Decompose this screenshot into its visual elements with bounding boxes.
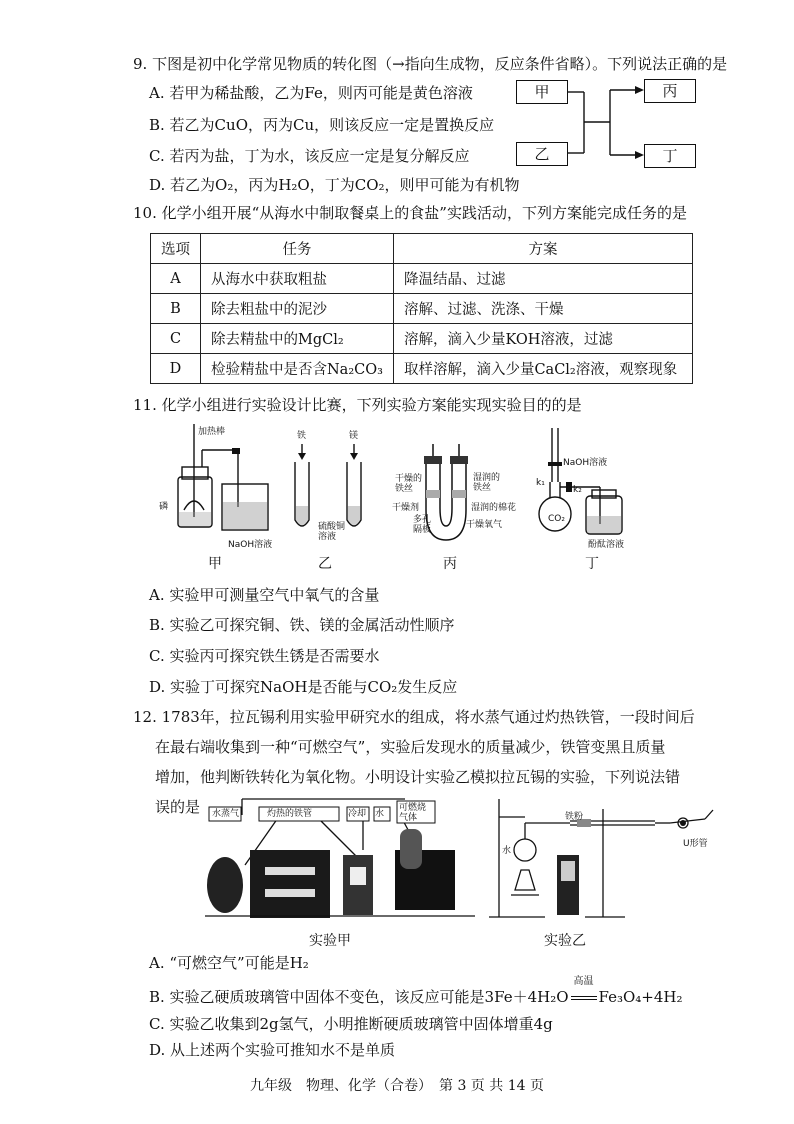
table-header-row bbox=[151, 234, 693, 264]
label-cuso4-solution: 硫酸铜溶液 bbox=[318, 522, 346, 542]
label-phosphorus: 磷 bbox=[159, 502, 169, 512]
label-water-flask: 水 bbox=[502, 846, 512, 856]
header-task: 任务 bbox=[201, 234, 394, 264]
equation-products: Fe₃O₄+4H₂ bbox=[598, 988, 683, 1006]
q12-stem-line-4: 误的是 bbox=[155, 798, 201, 816]
label-phenolphthalein: 酚酞溶液 bbox=[588, 540, 625, 550]
caption-jia: 甲 bbox=[208, 556, 222, 572]
label-wet-iron-wire: 湿润的铁丝 bbox=[473, 473, 501, 493]
label-steam: 水蒸气 bbox=[212, 809, 240, 819]
cell-plan: 取样溶解，滴入少量CaCl₂溶液，观察现象 bbox=[393, 354, 692, 384]
q9-box-yi: 乙 bbox=[516, 142, 568, 166]
q12-stem-line-3: 增加，他判断铁转化为氧化物。小明设计实验乙模拟拉瓦锡的实验，下列说法错 bbox=[155, 768, 681, 786]
caption-yi: 乙 bbox=[318, 556, 332, 572]
q9-option-a: A. 若甲为稀盐酸，乙为Fe，则丙可能是黄色溶液 bbox=[149, 84, 473, 102]
label-heating-rod: 加热棒 bbox=[198, 427, 226, 437]
table-row bbox=[151, 294, 693, 324]
label-dry-iron-wire: 干燥的铁丝 bbox=[395, 474, 423, 494]
label-hot-iron-tube: 灼热的铁管 bbox=[267, 809, 313, 819]
q10-stem: 10. 化学小组开展“从海水中制取餐桌上的食盐”实践活动，下列方案能完成任务的是 bbox=[133, 204, 687, 222]
q12-option-d: D. 从上述两个实验可推知水不是单质 bbox=[149, 1041, 396, 1059]
q9-stem: 9. 下图是初中化学常见物质的转化图（→指向生成物，反应条件省略）。下列说法正确的是 bbox=[133, 55, 728, 73]
equation-condition: 高温 bbox=[573, 976, 594, 987]
q9-box-ding: 丁 bbox=[644, 144, 696, 168]
header-option: 选项 bbox=[151, 234, 201, 264]
label-u-tube: U形管 bbox=[683, 839, 708, 849]
label-wet-cotton: 湿润的棉花 bbox=[471, 503, 517, 513]
q12-stem-line-1: 12. 1783年，拉瓦锡利用实验甲研究水的组成，将水蒸气通过灼热铁管，一段时间后 bbox=[133, 708, 695, 726]
caption-experiment-jia: 实验甲 bbox=[309, 933, 351, 949]
label-magnesium: 镁 bbox=[349, 431, 359, 441]
q11-option-b: B. 实验乙可探究铜、铁、镁的金属活动性顺序 bbox=[149, 616, 455, 634]
table-row bbox=[151, 354, 693, 384]
q12-experiment-yi-illustration bbox=[485, 795, 720, 930]
caption-ding: 丁 bbox=[585, 556, 599, 572]
cell-option: B bbox=[151, 294, 201, 324]
q9-box-jia: 甲 bbox=[516, 80, 568, 104]
q12-option-a: A. “可燃空气”可能是H₂ bbox=[149, 954, 309, 972]
cell-option: A bbox=[151, 264, 201, 294]
equation-arrow bbox=[569, 976, 599, 1006]
cell-plan: 降温结晶、过滤 bbox=[393, 264, 692, 294]
q12-option-b bbox=[149, 976, 683, 1007]
label-cooling: 冷却 bbox=[348, 809, 367, 819]
label-naoh-solution: NaOH溶液 bbox=[228, 540, 273, 550]
caption-bing: 丙 bbox=[443, 556, 457, 572]
cell-plan: 溶解、过滤、洗涤、干燥 bbox=[393, 294, 692, 324]
q12-option-c: C. 实验乙收集到2g氢气，小明推断硬质玻璃管中固体增重4g bbox=[149, 1015, 553, 1033]
label-combustible-gas: 可燃烧气体 bbox=[399, 803, 427, 823]
cell-plan: 溶解，滴入少量KOH溶液，过滤 bbox=[393, 324, 692, 354]
q12-experiment-jia-illustration bbox=[205, 795, 485, 930]
q11-experiment-bing-apparatus bbox=[388, 440, 508, 550]
q9-option-b: B. 若乙为CuO，丙为Cu，则该反应一定是置换反应 bbox=[149, 116, 495, 134]
cell-task: 从海水中获取粗盐 bbox=[201, 264, 394, 294]
table-row bbox=[151, 264, 693, 294]
q11-option-a: A. 实验甲可测量空气中氧气的含量 bbox=[149, 586, 380, 604]
q9-option-d: D. 若乙为O₂，丙为H₂O，丁为CO₂，则甲可能为有机物 bbox=[149, 176, 520, 194]
label-iron-powder: 铁粉 bbox=[565, 812, 584, 822]
q9-box-bing: 丙 bbox=[644, 79, 696, 103]
header-plan: 方案 bbox=[393, 234, 692, 264]
q9-option-c: C. 若丙为盐，丁为水，该反应一定是复分解反应 bbox=[149, 147, 470, 165]
q11-experiment-jia-apparatus bbox=[170, 422, 280, 547]
label-ding-naoh-solution: NaOH溶液 bbox=[563, 458, 608, 468]
cell-option: C bbox=[151, 324, 201, 354]
caption-experiment-yi: 实验乙 bbox=[544, 933, 586, 949]
cell-task: 除去粗盐中的泥沙 bbox=[201, 294, 394, 324]
label-dry-oxygen: 干燥氧气 bbox=[466, 520, 503, 530]
cell-task: 除去精盐中的MgCl₂ bbox=[201, 324, 394, 354]
q12-stem-line-2: 在最右端收集到一种“可燃空气”，实验后发现水的质量减少，铁管变黑且质量 bbox=[155, 738, 666, 756]
page-footer: 九年级 物理、化学（合卷） 第 3 页 共 14 页 bbox=[250, 1078, 544, 1094]
cell-option: D bbox=[151, 354, 201, 384]
q12-option-b-text: B. 实验乙硬质玻璃管中固体不变色，该反应可能是3Fe＋4H₂O bbox=[149, 988, 569, 1006]
q10-table bbox=[150, 233, 693, 384]
label-k2: k₂ bbox=[573, 485, 582, 495]
q11-stem: 11. 化学小组进行实验设计比赛，下列实验方案能实现实验目的的是 bbox=[133, 396, 582, 414]
label-iron: 铁 bbox=[297, 431, 307, 441]
label-k1: k₁ bbox=[536, 478, 545, 488]
label-co2: CO₂ bbox=[548, 514, 565, 524]
table-row bbox=[151, 324, 693, 354]
label-desiccant: 干燥剂 bbox=[392, 503, 420, 513]
cell-task: 检验精盐中是否含Na₂CO₃ bbox=[201, 354, 394, 384]
q11-option-d: D. 实验丁可探究NaOH是否能与CO₂发生反应 bbox=[149, 678, 458, 696]
q11-option-c: C. 实验丙可探究铁生锈是否需要水 bbox=[149, 647, 380, 665]
label-water: 水 bbox=[375, 809, 385, 819]
label-porous-plate: 多孔隔板 bbox=[413, 515, 432, 535]
